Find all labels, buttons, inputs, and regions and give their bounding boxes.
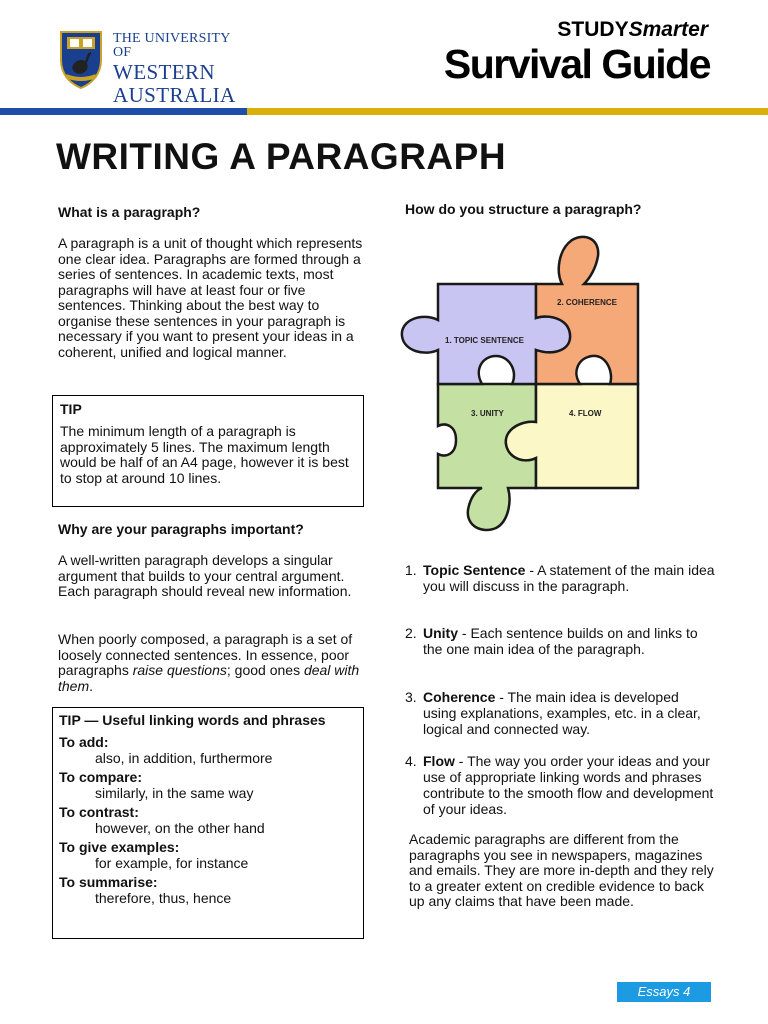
- structure-heading: How do you structure a paragraph?: [405, 201, 642, 217]
- linking-words: however, on the other hand: [95, 820, 265, 836]
- linking-item-summarise: [59, 874, 357, 906]
- why-body-2-part-b: ; good ones: [226, 662, 304, 678]
- study-prefix: STUDY: [557, 18, 629, 41]
- linking-words-box: [52, 707, 364, 939]
- what-body: A paragraph is a unit of thought which represents one clear idea. Paragraphs are formed through a series of sentences. In academic texts, most paragraphs will have at least four or five sentences. Thinking about the best way to organise these sentences in your paragraph is necessary if you want to present your ideas in a coherent, unified and logical manner.: [58, 235, 363, 360]
- puzzle-label-topic: 1. TOPIC SENTENCE: [445, 336, 524, 345]
- item-term: Unity: [423, 625, 458, 641]
- item-text: - The main idea is developed using explanations, examples, etc. in a clear, logical and connected way.: [423, 689, 701, 737]
- item-number: 3.: [405, 689, 417, 705]
- header-band-gold: [247, 108, 768, 115]
- why-body-2: [58, 632, 368, 694]
- linking-category: To summarise:: [59, 874, 158, 890]
- tip-body: The minimum length of a paragraph is approximately 5 lines. The maximum length would be half of an A4 page, however it is best to stop at around 10 lines.: [60, 423, 349, 486]
- structure-item-3: [405, 689, 715, 737]
- header-band-blue: [0, 108, 247, 115]
- survival-guide-title: Survival Guide: [443, 41, 710, 87]
- what-heading: What is a paragraph?: [58, 204, 201, 220]
- page-title: WRITING A PARAGRAPH: [56, 136, 507, 177]
- linking-category: To give examples:: [59, 839, 180, 855]
- footer-section-tag: Essays 4: [617, 982, 711, 1002]
- linking-item-examples: [59, 839, 357, 871]
- item-text: - The way you order your ideas and your use of appropriate linking words and phrases contribute to the smooth flow and development of your ideas.: [423, 753, 714, 817]
- why-body-2-emphasis-1: raise questions: [132, 662, 227, 678]
- puzzle-label-unity: 3. UNITY: [471, 409, 504, 418]
- puzzle-label-flow: 4. FLOW: [569, 409, 602, 418]
- item-number: 2.: [405, 625, 417, 641]
- linking-words: for example, for instance: [95, 855, 249, 871]
- why-body-2-part-a: When poorly composed, a paragraph is a set of loosely connected sentences. In essence, poor paragraphs: [58, 631, 353, 678]
- structure-item-2: [405, 625, 715, 657]
- puzzle-piece-coherence: [536, 237, 638, 384]
- tip-label: TIP: [60, 401, 82, 417]
- linking-words: therefore, thus, hence: [95, 890, 232, 906]
- linking-item-contrast: [59, 804, 357, 836]
- linking-words: similarly, in the same way: [95, 785, 254, 801]
- item-text: - A statement of the main idea you will discuss in the paragraph.: [423, 562, 715, 594]
- linking-category: To add:: [59, 734, 109, 750]
- structure-item-1: [405, 562, 715, 594]
- item-term: Coherence: [423, 689, 496, 705]
- puzzle-label-coherence: 2. COHERENCE: [557, 298, 618, 307]
- item-number: 4.: [405, 753, 417, 769]
- linking-words: also, in addition, furthermore: [95, 750, 273, 766]
- study-suffix: Smarter: [628, 18, 708, 41]
- why-body-1: A well-written paragraph develops a singular argument that builds to your central argument. Each paragraph should reveal new information.: [58, 552, 352, 599]
- item-term: Flow: [423, 753, 455, 769]
- item-number: 1.: [405, 562, 417, 578]
- why-body-2-emphasis-2: deal with them: [58, 662, 360, 694]
- study-smarter-label: [557, 18, 708, 42]
- uwa-crest-icon: [58, 30, 104, 90]
- linking-category: To compare:: [59, 769, 142, 785]
- tip-box: [52, 395, 364, 507]
- linking-category: To contrast:: [59, 804, 139, 820]
- linking-item-add: [59, 734, 357, 766]
- why-body-2-part-c: .: [89, 677, 94, 694]
- university-line-3: AUSTRALIA: [113, 83, 236, 107]
- puzzle-diagram: [400, 232, 642, 538]
- item-term: Topic Sentence: [423, 562, 526, 578]
- uwa-logo: [58, 30, 238, 107]
- closing-paragraph: Academic paragraphs are different from the paragraphs you see in newspapers, magazines and emails. They are more in-depth and they rely to a greater extent on credible evidence to back up any claims that have been made.: [409, 831, 714, 909]
- structure-item-4: [405, 753, 715, 817]
- linking-item-compare: [59, 769, 357, 801]
- why-heading: Why are your paragraphs important?: [58, 521, 304, 537]
- linking-words-title: TIP — Useful linking words and phrases: [59, 712, 326, 728]
- university-line-1: THE UNIVERSITY OF: [113, 31, 230, 60]
- university-line-2: WESTERN: [113, 60, 215, 84]
- item-text: - Each sentence builds on and links to the one main idea of the paragraph.: [423, 625, 698, 657]
